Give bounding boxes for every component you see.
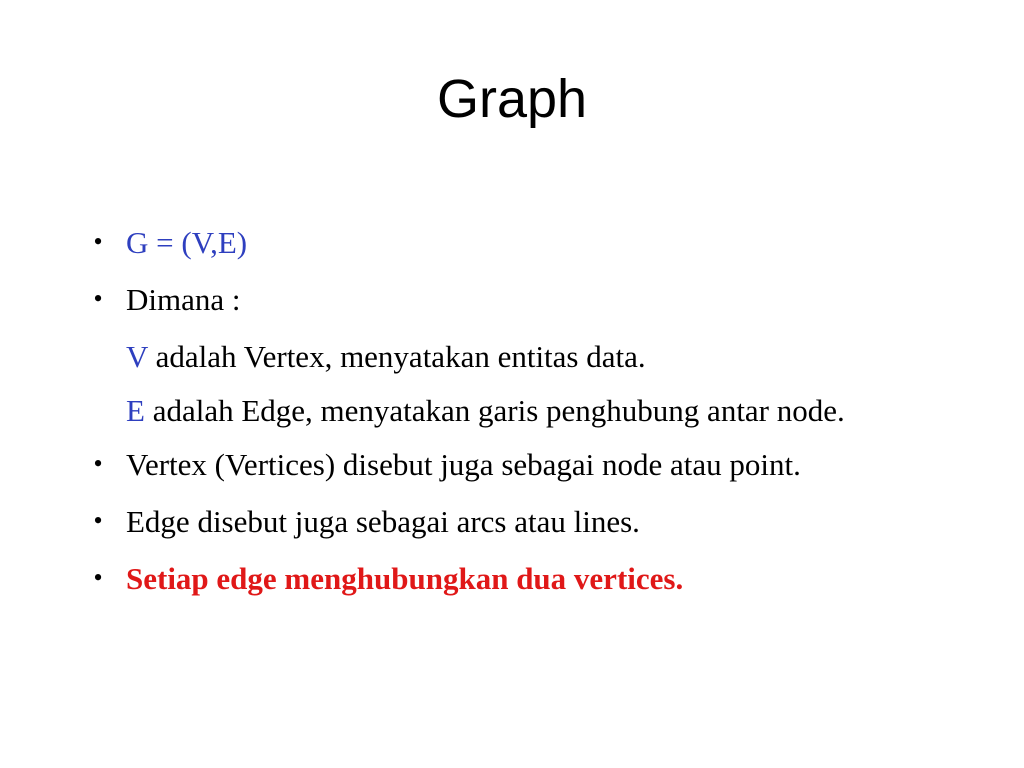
bullet-icon: •	[93, 563, 103, 592]
bullet-icon: •	[93, 506, 103, 535]
vertex-aliases-text: Vertex (Vertices) disebut juga sebagai node atau point.	[126, 447, 801, 482]
edge-symbol: E	[126, 393, 145, 428]
bullet-icon: •	[93, 449, 103, 478]
bullet-item-edge-connects	[86, 554, 946, 604]
bullet-item-edge-aliases	[86, 497, 946, 547]
slide-title: Graph	[436, 69, 588, 129]
edge-connects-text: Setiap edge menghubungkan dua vertices.	[126, 561, 684, 596]
edge-definition-text: adalah Edge, menyatakan garis penghubung antar node.	[144, 393, 845, 428]
sub-item-edge-definition	[86, 386, 946, 436]
bullet-icon: •	[93, 284, 103, 313]
bullet-item-vertex-aliases	[86, 440, 946, 490]
vertex-definition-text: adalah Vertex, menyatakan entitas data.	[147, 339, 646, 374]
sub-item-vertex-definition	[86, 332, 946, 382]
dimana-text: Dimana :	[126, 282, 241, 317]
vertex-symbol: V	[126, 339, 148, 374]
edge-aliases-text: Edge disebut juga sebagai arcs atau lines.	[126, 504, 640, 539]
bullet-item-dimana	[86, 275, 946, 325]
graph-definition-text: G = (V,E)	[126, 225, 248, 260]
bullet-item-graph-definition	[86, 218, 946, 268]
bullet-icon: •	[93, 227, 103, 256]
bullet-list	[86, 218, 946, 611]
